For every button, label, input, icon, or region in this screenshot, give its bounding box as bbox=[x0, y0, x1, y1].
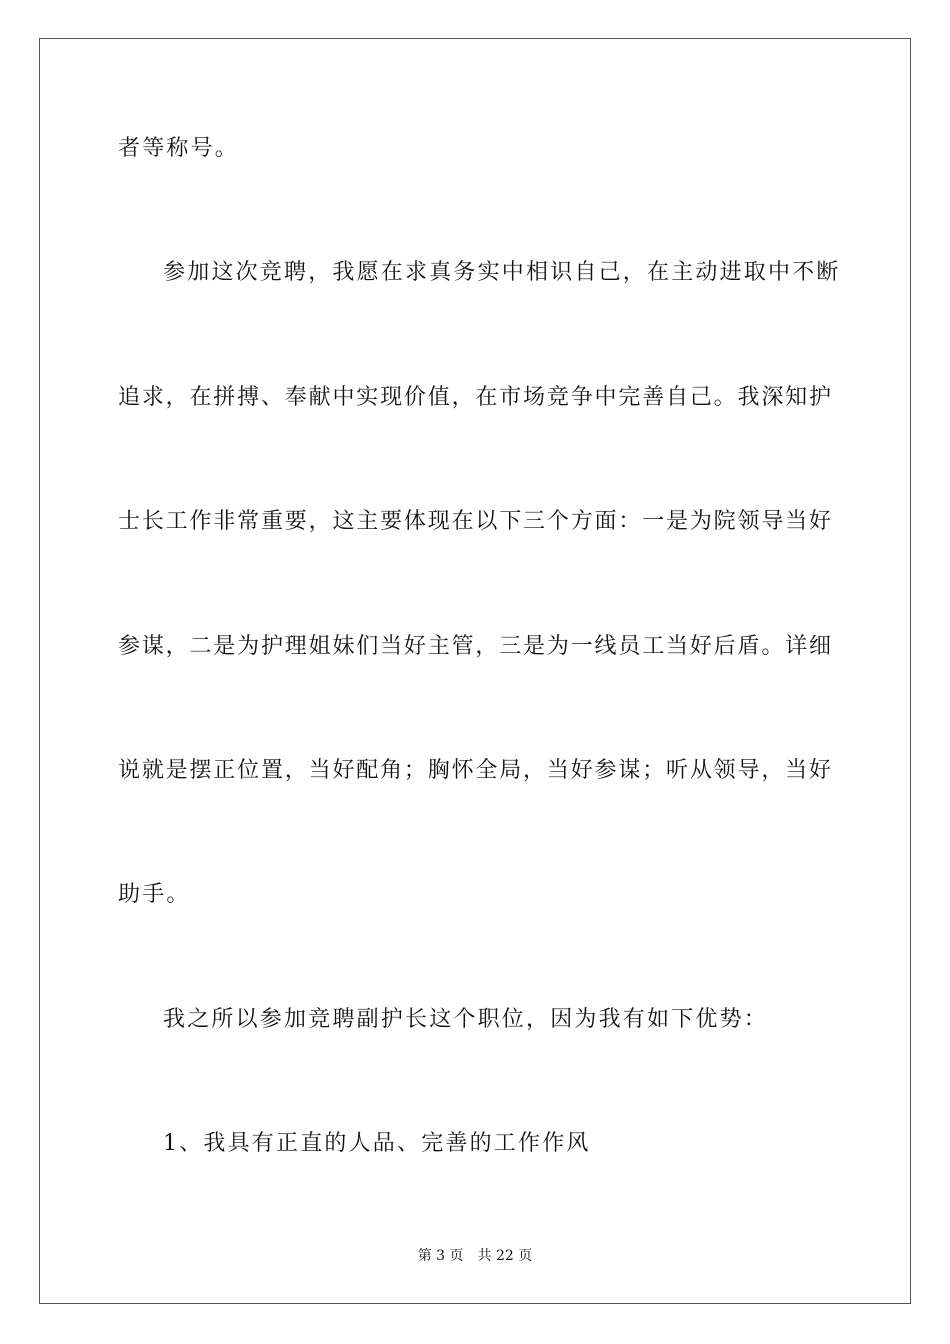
paragraph-line-7: 助手。 bbox=[118, 882, 191, 907]
paragraph-line-5: 参谋，二是为护理姐妹们当好主管，三是为一线员工当好后盾。详细 bbox=[118, 634, 831, 659]
paragraph-line-6: 说就是摆正位置，当好配角；胸怀全局，当好参谋；听从领导，当好 bbox=[118, 758, 831, 783]
page-border bbox=[39, 38, 911, 1304]
paragraph-line-3: 追求，在拼搏、奉献中实现价值，在市场竞争中完善自己。我深知护 bbox=[118, 385, 831, 410]
page-number: 第 3 页 共 22 页 bbox=[417, 1248, 533, 1264]
paragraph-line-2: 参加这次竞聘，我愿在求真务实中相识自己，在主动进取中不断 bbox=[163, 260, 841, 285]
paragraph-line-8: 我之所以参加竞聘副护长这个职位，因为我有如下优势： bbox=[163, 1007, 769, 1032]
list-item-1: 1、我具有正直的人品、完善的工作作风 bbox=[163, 1131, 591, 1156]
paragraph-line-1: 者等称号。 bbox=[118, 136, 240, 161]
paragraph-line-4: 士长工作非常重要，这主要体现在以下三个方面：一是为院领导当好 bbox=[118, 509, 831, 534]
